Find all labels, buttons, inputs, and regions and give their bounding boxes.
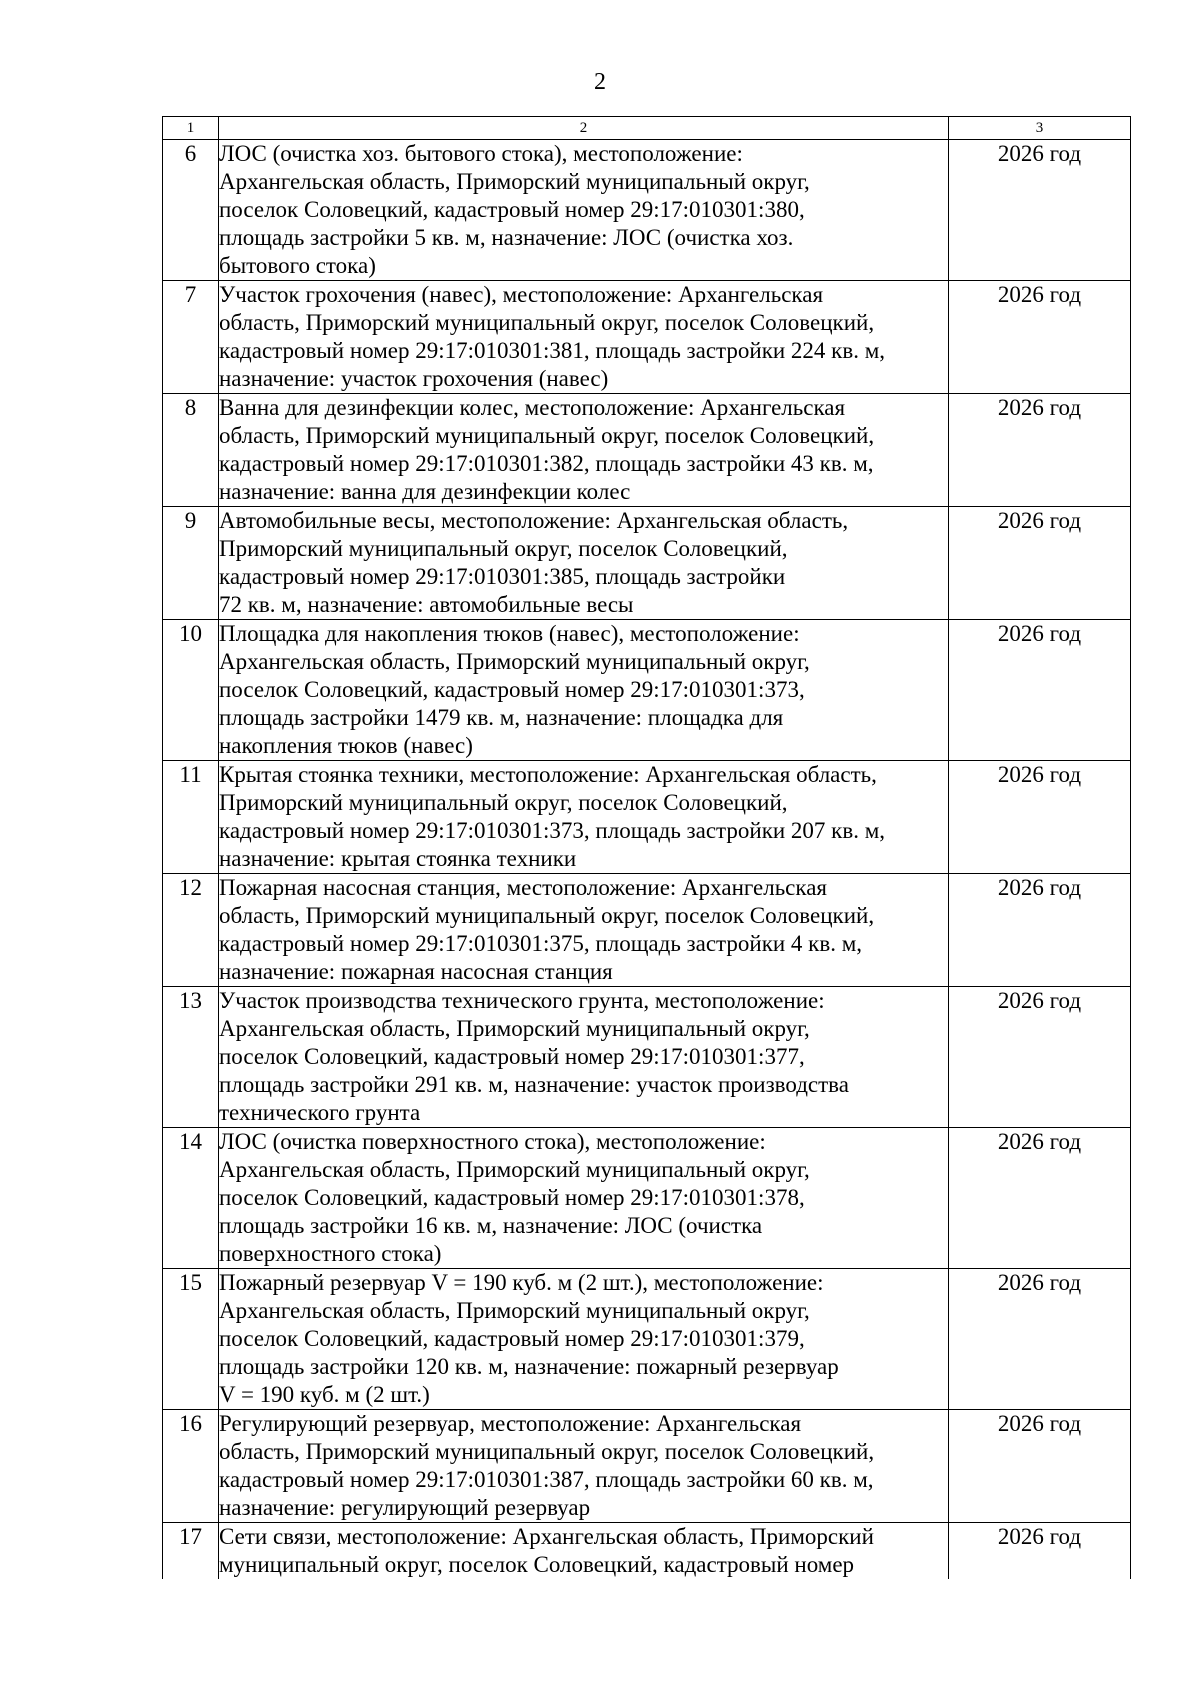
description-line: кадастровый номер 29:17:010301:382, площадь застройки 43 кв. м, [219, 451, 874, 476]
description-line: поселок Соловецкий, кадастровый номер 29:17:010301:379, [219, 1326, 805, 1351]
row-number: 16 [163, 1410, 219, 1523]
row-year: 2026 год [949, 140, 1131, 281]
description-line: кадастровый номер 29:17:010301:381, площадь застройки 224 кв. м, [219, 338, 886, 363]
description-line: кадастровый номер 29:17:010301:385, площадь застройки [219, 564, 786, 589]
row-year: 2026 год [949, 394, 1131, 507]
row-description [219, 620, 949, 761]
description-line: Архангельская область, Приморский муниципальный округ, [219, 1016, 810, 1041]
description-line: область, Приморский муниципальный округ, поселок Соловецкий, [219, 903, 875, 928]
table-row [163, 761, 1131, 874]
description-line: поселок Соловецкий, кадастровый номер 29:17:010301:378, [219, 1185, 805, 1210]
objects-table [162, 116, 1131, 1579]
description-line: 72 кв. м, назначение: автомобильные весы [219, 592, 634, 617]
description-line: накопления тюков (навес) [219, 733, 473, 758]
row-description [219, 874, 949, 987]
description-line: Пожарный резервуар V = 190 куб. м (2 шт.), местоположение: [219, 1270, 824, 1295]
row-year: 2026 год [949, 1410, 1131, 1523]
row-number: 7 [163, 281, 219, 394]
row-description [219, 1523, 949, 1580]
row-number: 14 [163, 1128, 219, 1269]
description-line: бытового стока) [219, 253, 376, 278]
description-line: Архангельская область, Приморский муниципальный округ, [219, 649, 810, 674]
table-row [163, 1523, 1131, 1580]
description-line: кадастровый номер 29:17:010301:373, площадь застройки 207 кв. м, [219, 818, 886, 843]
row-description [219, 1410, 949, 1523]
description-line: область, Приморский муниципальный округ, поселок Соловецкий, [219, 310, 875, 335]
description-line: V = 190 куб. м (2 шт.) [219, 1382, 430, 1407]
description-line: технического грунта [219, 1100, 421, 1125]
table-row [163, 1269, 1131, 1410]
description-line: назначение: крытая стоянка техники [219, 846, 577, 871]
row-number: 13 [163, 987, 219, 1128]
description-line: Участок грохочения (навес), местоположение: Архангельская [219, 282, 824, 307]
row-description [219, 1269, 949, 1410]
description-line: ЛОС (очистка поверхностного стока), местоположение: [219, 1129, 766, 1154]
row-number: 9 [163, 507, 219, 620]
row-year: 2026 год [949, 507, 1131, 620]
description-line: поселок Соловецкий, кадастровый номер 29:17:010301:373, [219, 677, 805, 702]
row-year: 2026 год [949, 874, 1131, 987]
description-line: Приморский муниципальный округ, поселок Соловецкий, [219, 536, 788, 561]
row-number: 10 [163, 620, 219, 761]
description-line: площадь застройки 1479 кв. м, назначение: площадка для [219, 705, 784, 730]
description-line: Архангельская область, Приморский муниципальный округ, [219, 1298, 810, 1323]
row-number: 6 [163, 140, 219, 281]
row-year: 2026 год [949, 761, 1131, 874]
description-line: Ванна для дезинфекции колес, местоположение: Архангельская [219, 395, 846, 420]
row-year: 2026 год [949, 1128, 1131, 1269]
description-line: поселок Соловецкий, кадастровый номер 29:17:010301:377, [219, 1044, 805, 1069]
description-line: Участок производства технического грунта, местоположение: [219, 988, 825, 1013]
description-line: поверхностного стока) [219, 1241, 442, 1266]
row-number: 15 [163, 1269, 219, 1410]
table-row [163, 140, 1131, 281]
row-year: 2026 год [949, 281, 1131, 394]
description-line: Сети связи, местоположение: Архангельская область, Приморский [219, 1524, 874, 1549]
description-line: область, Приморский муниципальный округ, поселок Соловецкий, [219, 1439, 875, 1464]
description-line: кадастровый номер 29:17:010301:387, площадь застройки 60 кв. м, [219, 1467, 874, 1492]
table-row [163, 874, 1131, 987]
description-line: кадастровый номер 29:17:010301:375, площадь застройки 4 кв. м, [219, 931, 863, 956]
row-year: 2026 год [949, 1269, 1131, 1410]
row-description [219, 394, 949, 507]
row-number: 12 [163, 874, 219, 987]
description-line: Регулирующий резервуар, местоположение: Архангельская [219, 1411, 802, 1436]
description-line: назначение: регулирующий резервуар [219, 1495, 591, 1520]
row-description [219, 1128, 949, 1269]
row-year: 2026 год [949, 987, 1131, 1128]
row-number: 17 [163, 1523, 219, 1580]
description-line: площадь застройки 5 кв. м, назначение: ЛОС (очистка хоз. [219, 225, 794, 250]
row-description [219, 987, 949, 1128]
description-line: площадь застройки 16 кв. м, назначение: ЛОС (очистка [219, 1213, 763, 1238]
table-row [163, 620, 1131, 761]
table-row [163, 1410, 1131, 1523]
description-line: площадь застройки 120 кв. м, назначение: пожарный резервуар [219, 1354, 839, 1379]
description-line: ЛОС (очистка хоз. бытового стока), местоположение: [219, 141, 743, 166]
header-col-1: 1 [163, 117, 219, 140]
description-line: Архангельская область, Приморский муниципальный округ, [219, 169, 810, 194]
description-line: Архангельская область, Приморский муниципальный округ, [219, 1157, 810, 1182]
row-number: 11 [163, 761, 219, 874]
table-row [163, 394, 1131, 507]
description-line: Приморский муниципальный округ, поселок Соловецкий, [219, 790, 788, 815]
header-col-3: 3 [949, 117, 1131, 140]
row-description [219, 761, 949, 874]
row-year: 2026 год [949, 1523, 1131, 1580]
row-year: 2026 год [949, 620, 1131, 761]
table-row [163, 281, 1131, 394]
table-row [163, 507, 1131, 620]
row-description [219, 281, 949, 394]
row-description [219, 507, 949, 620]
page-number: 2 [594, 69, 606, 95]
table-header-row [163, 117, 1131, 140]
description-line: Автомобильные весы, местоположение: Архангельская область, [219, 508, 849, 533]
description-line: Крытая стоянка техники, местоположение: Архангельская область, [219, 762, 877, 787]
row-number: 8 [163, 394, 219, 507]
description-line: муниципальный округ, поселок Соловецкий, кадастровый номер [219, 1552, 855, 1577]
description-line: площадь застройки 291 кв. м, назначение: участок производства [219, 1072, 849, 1097]
row-description [219, 140, 949, 281]
description-line: назначение: участок грохочения (навес) [219, 366, 609, 391]
description-line: назначение: ванна для дезинфекции колес [219, 479, 631, 504]
description-line: Пожарная насосная станция, местоположение: Архангельская [219, 875, 828, 900]
description-line: поселок Соловецкий, кадастровый номер 29:17:010301:380, [219, 197, 805, 222]
table-row [163, 1128, 1131, 1269]
header-col-2: 2 [219, 117, 949, 140]
description-line: назначение: пожарная насосная станция [219, 959, 613, 984]
table-row [163, 987, 1131, 1128]
description-line: Площадка для накопления тюков (навес), местоположение: [219, 621, 800, 646]
description-line: область, Приморский муниципальный округ, поселок Соловецкий, [219, 423, 875, 448]
